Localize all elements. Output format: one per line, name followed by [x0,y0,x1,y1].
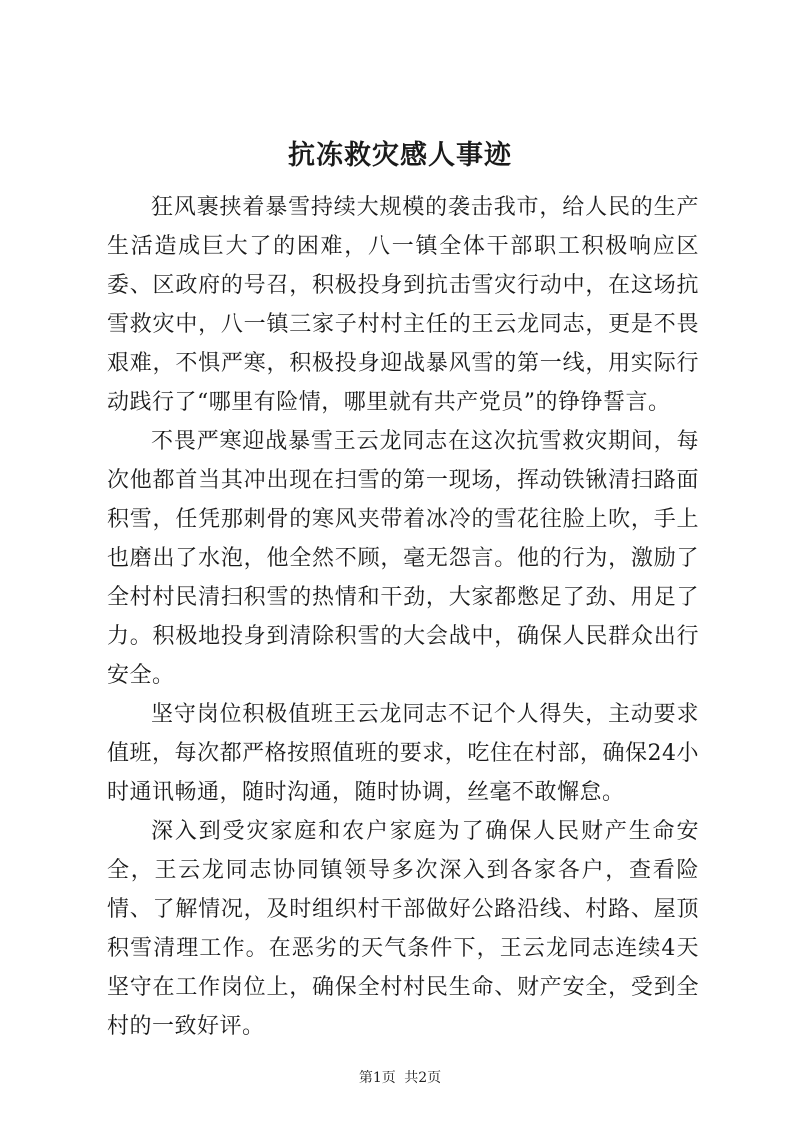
paragraph: 狂风裹挟着暴雪持续大规模的袭击我市，给人民的生产生活造成巨大了的困难，八一镇全体干部职工积极响应区委、区政府的号召，积极投身到抗击雪灾行动中，在这场抗雪救灾中，八一镇三家子村村主任的王云龙同志，更是不畏艰难，不惧严寒，积极投身迎战暴风雪的第一线，用实际行动践行了“哪里有险情，哪里就有共产党员”的铮铮誓言。 [107,195,699,415]
paragraph: 不畏严寒迎战暴雪王云龙同志在这次抗雪救灾期间，每次他都首当其冲出现在扫雪的第一现场，挥动铁锹清扫路面积雪，任凭那刺骨的寒风夹带着冰冷的雪花往脸上吹，手上也磨出了水泡，他全然不顾，毫无怨言。他的行为，激励了全村村民清扫积雪的热情和干劲，大家都憋足了劲、用足了力。积极地投身到清除积雪的大会战中，确保人民群众出行安全。 [107,429,699,688]
page-footer [0,1068,800,1088]
paragraph: 坚守岗位积极值班王云龙同志不记个人得失，主动要求值班，每次都严格按照值班的要求，吃住在村部，确保24小时通讯畅通，随时沟通，随时协调，丝毫不敢懈怠。 [107,702,699,805]
page-total: 共2页 [404,1070,442,1086]
document-title: 抗冻救灾感人事迹 [288,140,512,171]
page-number: 第1页 [358,1070,396,1086]
document-body [107,188,699,1046]
paragraph: 深入到受灾家庭和农户家庭为了确保人民财产生命安全，王云龙同志协同镇领导多次深入到各家各户，查看险情、了解情况，及时组织村干部做好公路沿线、村路、屋顶积雪清理工作。在恶劣的天气条件下，王云龙同志连续4天坚守在工作岗位上，确保全村村民生命、财产安全，受到全村的一致好评。 [107,819,699,1039]
